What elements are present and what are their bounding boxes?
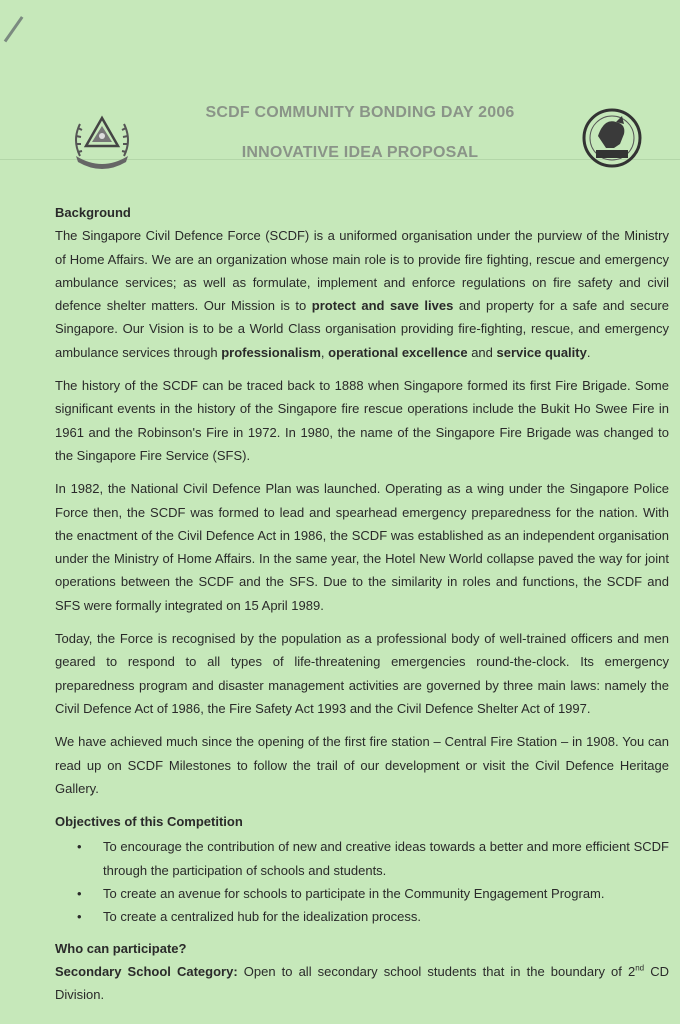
- background-paragraph-2: The history of the SCDF can be traced back to 1888 when Singapore formed its first Fire Brigade. Some significant events in the history of the Singapore fire rescue operations include the Bukit Ho Swee Fire in 1961 and the Robinson's Fire in 1972. In 1980, the name of the Singapore Fire Brigade was changed to the Singapore Fire Service (SFS).: [55, 378, 669, 463]
- objectives-list: [55, 835, 669, 928]
- participants-category: Secondary School Category: Open to all secondary school students that in the boundary of 2nd CD Division.: [55, 963, 669, 1003]
- background-paragraph-5: We have achieved much since the opening of the first fire station – Central Fire Station – in 1908. You can read up on SCDF Milestones to follow the trail of our development or visit the Civil Defence Heritage Gallery.: [55, 734, 669, 796]
- cd-division-crest-icon: [576, 104, 648, 176]
- background-paragraph-3: In 1982, the National Civil Defence Plan was launched. Operating as a wing under the Singapore Police Force then, the SCDF was formed to lead and spearhead emergency preparedness for the nation. With the enactment of the Civil Defence Act in 1986, the SCDF was established as an independent organisation under the Ministry of Home Affairs. In the same year, the Hotel New World collapse paved the way for joint operations between the SCDF and the SFS. Due to the similarity in roles and functions, the SCDF and SFS were formally integrated on 15 April 1989.: [55, 481, 669, 613]
- document-body: [55, 201, 669, 1007]
- background-heading: Background: [55, 205, 131, 220]
- document-subtitle: INNOVATIVE IDEA PROPOSAL: [241, 144, 479, 161]
- participants-heading: Who can participate?: [55, 940, 187, 956]
- background-paragraph-4: Today, the Force is recognised by the population as a professional body of well-trained officers and men geared to respond to all types of life-threatening emergencies round-the-clock. Its emergency preparedness program and disaster management activities are governed by three main laws: namely the Civil Defence Act of 1986, the Fire Safety Act 1993 and the Civil Defence Shelter Act of 1997.: [55, 631, 669, 716]
- scdf-crest-icon: [66, 106, 138, 178]
- list-item: • To create a centralized hub for the idealization process.: [77, 909, 421, 925]
- list-item: • To create an avenue for schools to participate in the Community Engagement Program.: [77, 886, 605, 902]
- document-title: SCDF COMMUNITY BONDING DAY 2006: [205, 104, 515, 121]
- list-item: • To encourage the contribution of new and creative ideas towards a better and more efficient SCDF through the participation of schools and students.: [77, 839, 669, 878]
- staple-mark: [4, 16, 24, 42]
- objectives-heading: Objectives of this Competition: [55, 814, 243, 830]
- background-paragraph-1: The Singapore Civil Defence Force (SCDF) is a uniformed organisation under the purview of the Ministry of Home Affairs. We are an organization whose main role is to provide fire fighting, rescue and emergency ambulance services; as well as formulate, implement and enforce regulations on fire safety and civil defence shelter matters. Our Mission is to protect and save lives and property for a safe and secure Singapore. Our Vision is to be a World Class organisation providing fire-fighting, rescue, and emergency ambulance services through professionalism, operational excellence and service quality.: [55, 228, 669, 360]
